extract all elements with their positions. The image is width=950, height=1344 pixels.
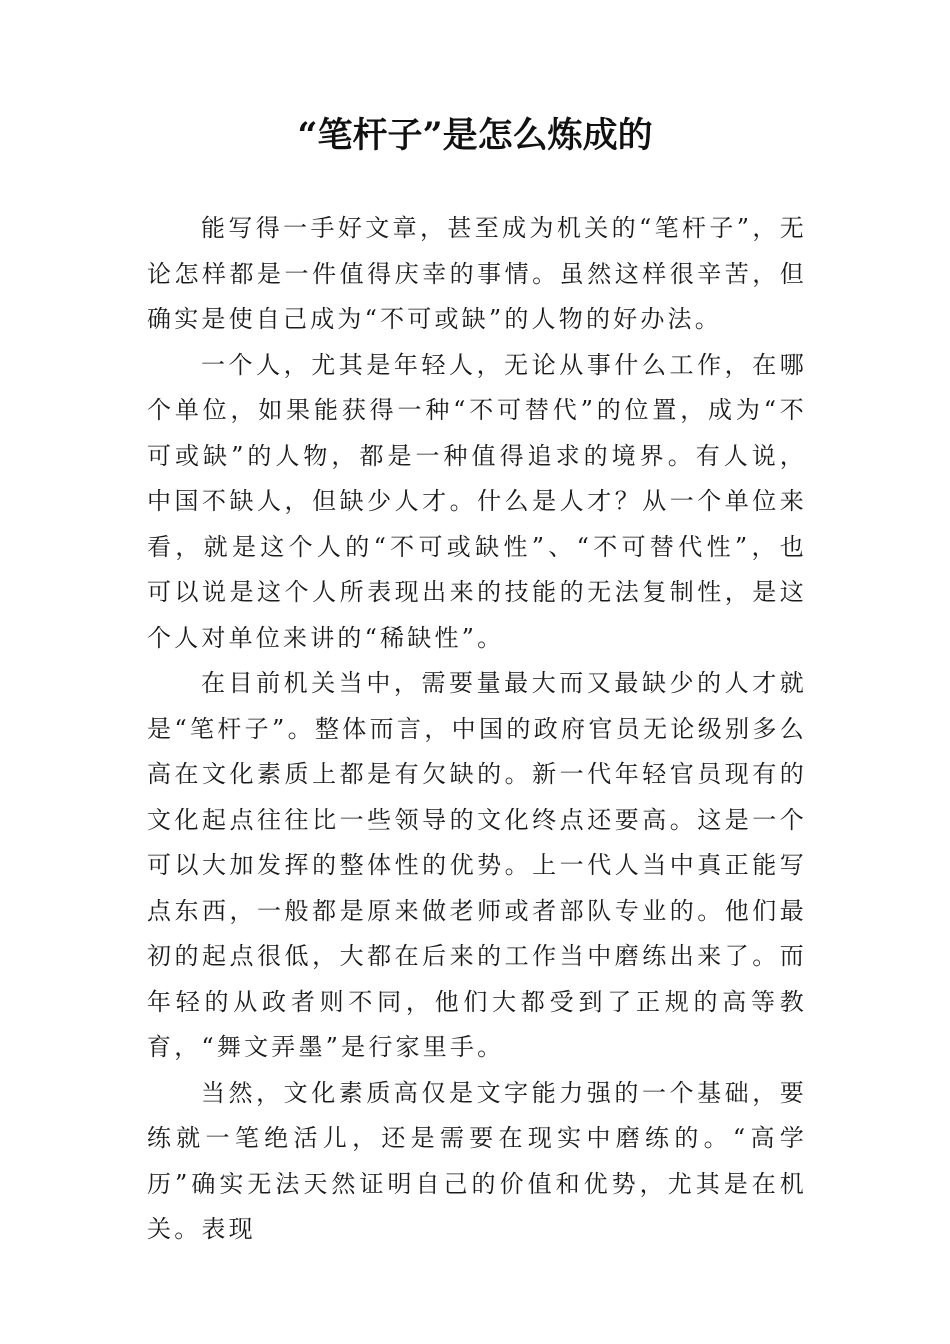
paragraph-4: 当然，文化素质高仅是文字能力强的一个基础，要练就一笔绝活儿，还是需要在现实中磨练的。“高学历”确实无法天然证明自己的价值和优势，尤其是在机关。表现 <box>147 1078 807 1243</box>
paragraph-2: 一个人，尤其是年轻人，无论从事什么工作，在哪个单位，如果能获得一种“不可替代”的位置，成为“不可或缺”的人物，都是一种值得追求的境界。有人说，中国不缺人，但缺少人才。什么是人才？从一个单位来看，就是这个人的“不可或缺性”、“不可替代性”，也可以说是这个人所表现出来的技能的无法复制性，是这个人对单位来讲的“稀缺性”。 <box>147 350 807 652</box>
page-title: “笔杆子”是怎么炼成的 <box>297 115 653 156</box>
paragraph-1: 能写得一手好文章，甚至成为机关的“笔杆子”，无论怎样都是一件值得庆幸的事情。虽然这样很辛苦，但确实是使自己成为“不可或缺”的人物的好办法。 <box>147 214 807 333</box>
article-body <box>147 206 807 1253</box>
paragraph-3: 在目前机关当中，需要量最大而又最缺少的人才就是“笔杆子”。整体而言，中国的政府官员无论级别多么高在文化素质上都是有欠缺的。新一代年轻官员现有的文化起点往往比一些领导的文化终点还要高。这是一个可以大加发挥的整体性的优势。上一代人当中真正能写点东西，一般都是原来做老师或者部队专业的。他们最初的起点很低，大都在后来的工作当中磨练出来了。而年轻的从政者则不同，他们大都受到了正规的高等教育，“舞文弄墨”是行家里手。 <box>147 669 807 1061</box>
